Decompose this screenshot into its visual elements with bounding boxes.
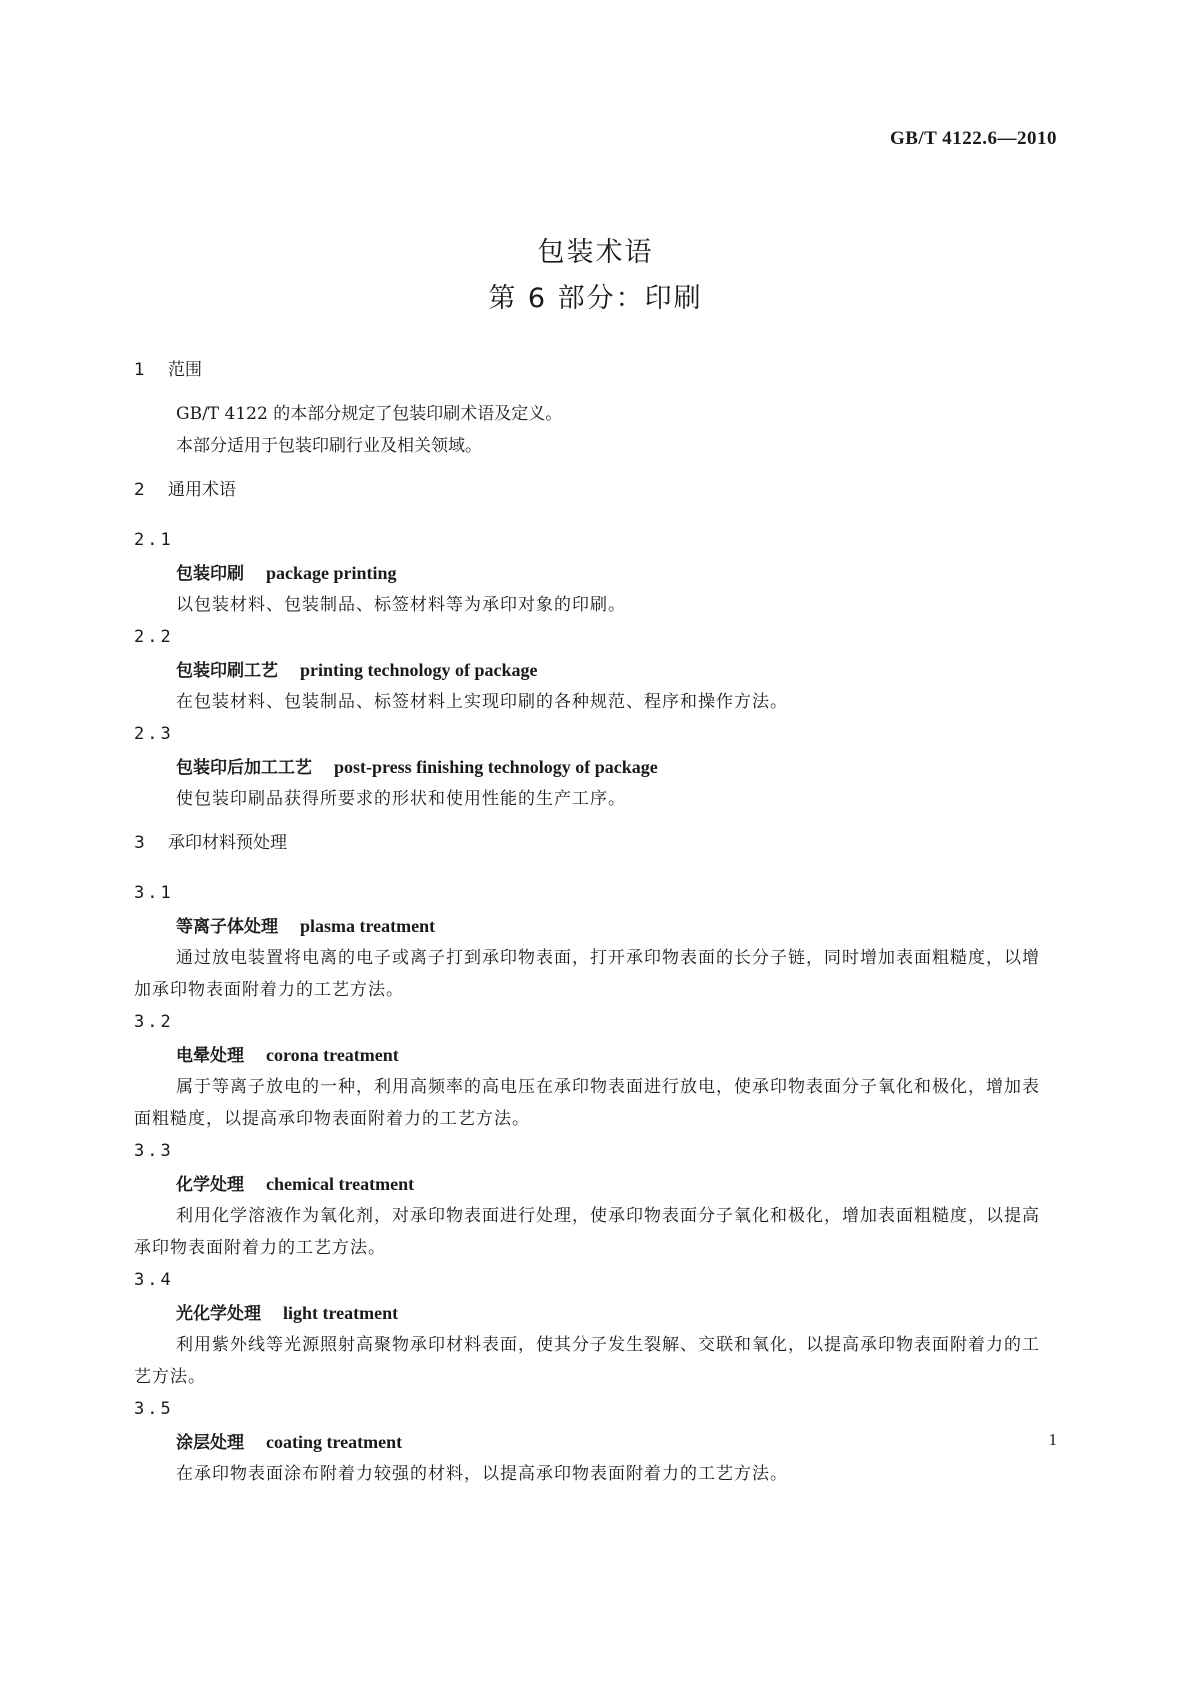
- term-entry: [134, 718, 1056, 815]
- term-zh: 化学处理: [176, 1175, 244, 1195]
- paragraph: 本部分适用于包装印刷行业及相关领域。: [176, 436, 482, 456]
- term-en: post-press finishing technology of package: [334, 757, 658, 777]
- entry-number: 2.2: [134, 627, 174, 647]
- paragraph: GB/T 4122 的本部分规定了包装印刷术语及定义。: [176, 404, 563, 424]
- term-en: coating treatment: [266, 1432, 403, 1452]
- entry-definition: 使包装印刷品获得所要求的形状和使用性能的生产工序。: [176, 789, 626, 809]
- entry-number: 2.1: [134, 530, 174, 550]
- term-en: corona treatment: [266, 1045, 399, 1065]
- entry-number: 2.3: [134, 724, 174, 744]
- term-en: plasma treatment: [300, 916, 436, 936]
- document-title: 包装术语: [537, 237, 654, 268]
- section-number: 3: [134, 833, 145, 853]
- entry-term: [134, 557, 1056, 589]
- entry-definition: 利用化学溶液作为氧化剂，对承印物表面进行处理，使承印物表面分子氧化和极化，增加表面粗糙度，以提高承印物表面附着力的工艺方法。: [134, 1206, 1040, 1258]
- term-en: chemical treatment: [266, 1174, 415, 1194]
- standard-number: GB/T 4122.6—2010: [889, 128, 1057, 149]
- section-heading-general-terms: [134, 470, 1056, 510]
- entry-number: 3.2: [134, 1012, 174, 1032]
- term-zh: 包装印刷工艺: [176, 661, 278, 681]
- entry-term: [134, 1168, 1056, 1200]
- entry-term: [134, 1297, 1056, 1329]
- section-title: 承印材料预处理: [168, 833, 287, 853]
- section-number: 2: [134, 480, 145, 500]
- section-title: 范围: [168, 360, 202, 380]
- entry-definition: 在承印物表面涂布附着力较强的材料，以提高承印物表面附着力的工艺方法。: [176, 1464, 788, 1484]
- term-zh: 等离子体处理: [176, 917, 278, 937]
- entry-definition: 利用紫外线等光源照射高聚物承印材料表面，使其分子发生裂解、交联和氧化，以提高承印物表面附着力的工艺方法。: [134, 1335, 1040, 1387]
- document-subtitle: 第 6 部分：印刷: [488, 283, 703, 314]
- term-zh: 涂层处理: [176, 1433, 244, 1453]
- section-heading-substrate-pretreatment: [134, 823, 1056, 863]
- entry-term: [134, 1039, 1056, 1071]
- entry-term: [134, 1426, 1056, 1458]
- term-entry: [134, 1393, 1056, 1490]
- term-zh: 包装印刷: [176, 564, 244, 584]
- page-number: 1: [1048, 1430, 1057, 1449]
- entry-definition: 属于等离子放电的一种，利用高频率的高电压在承印物表面进行放电，使承印物表面分子氧化和极化，增加表面粗糙度，以提高承印物表面附着力的工艺方法。: [134, 1077, 1040, 1129]
- entry-number: 3.3: [134, 1141, 174, 1161]
- entry-definition: 以包装材料、包装制品、标签材料等为承印对象的印刷。: [176, 595, 626, 615]
- term-entry: [134, 621, 1056, 718]
- entry-definition: 在包装材料、包装制品、标签材料上实现印刷的各种规范、程序和操作方法。: [176, 692, 788, 712]
- document-body: [134, 350, 1056, 1490]
- term-zh: 光化学处理: [176, 1304, 261, 1324]
- term-entry: [134, 524, 1056, 621]
- term-entry: [134, 1264, 1056, 1393]
- term-zh: 包装印后加工工艺: [176, 758, 312, 778]
- section-title: 通用术语: [168, 480, 236, 500]
- section-number: 1: [134, 360, 145, 380]
- entry-term: [134, 654, 1056, 686]
- entry-number: 3.5: [134, 1399, 174, 1419]
- entry-term: [134, 910, 1056, 942]
- section-heading-scope: [134, 350, 1056, 390]
- entry-number: 3.4: [134, 1270, 174, 1290]
- term-entry: [134, 1006, 1056, 1135]
- term-en: printing technology of package: [300, 660, 538, 680]
- term-entry: [134, 877, 1056, 1006]
- term-en: light treatment: [283, 1303, 399, 1323]
- entry-number: 3.1: [134, 883, 174, 903]
- term-en: package printing: [266, 563, 397, 583]
- entry-definition: 通过放电装置将电离的电子或离子打到承印物表面，打开承印物表面的长分子链，同时增加表面粗糙度，以增加承印物表面附着力的工艺方法。: [134, 948, 1040, 1000]
- term-zh: 电晕处理: [176, 1046, 244, 1066]
- entry-term: [134, 751, 1056, 783]
- term-entry: [134, 1135, 1056, 1264]
